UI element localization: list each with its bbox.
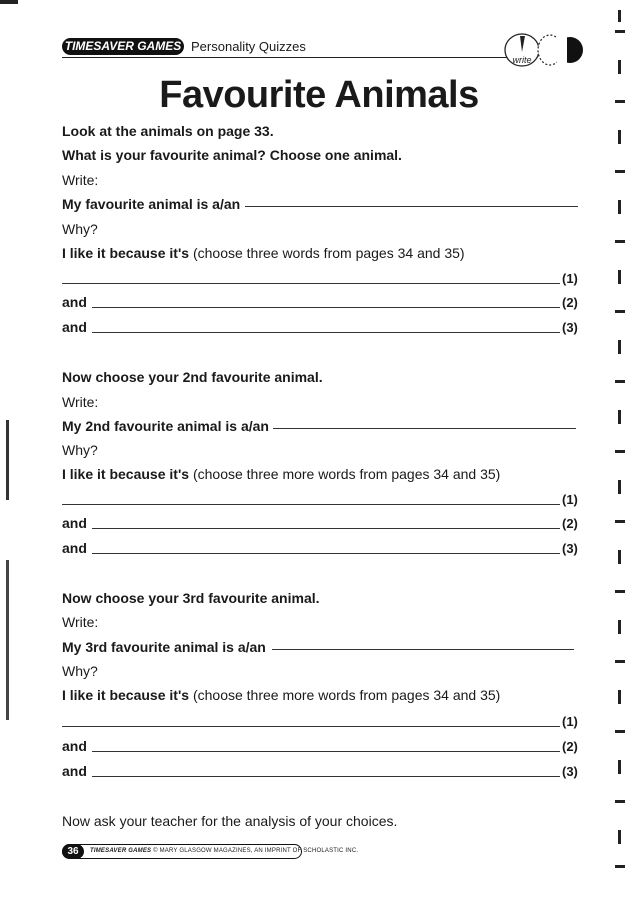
intro-line-1: Look at the animals on page 33. [62,123,274,139]
section-heading-2: Now choose your 2nd favourite animal. [62,369,323,385]
num-3-3: (3) [562,764,578,779]
right-margin-marks [612,0,638,895]
closing-instruction: Now ask your teacher for the analysis of your choices. [62,813,398,829]
like-rest-1: (choose three words from pages 34 and 35) [192,245,465,261]
and-1-a: and [62,294,87,310]
answer-line-1-2[interactable] [92,307,560,308]
why-label-2: Why? [62,442,98,458]
prompt-2: My 2nd favourite animal is a/an [62,418,269,434]
footer-text [90,846,358,857]
answer-line-2-3[interactable] [92,553,560,554]
num-2-3: (3) [562,541,578,556]
write-label-3: Write: [62,614,99,630]
like-bold-1: I like it because it's [62,245,190,261]
answer-line-animal-1[interactable] [245,206,578,207]
like-rest-2: (choose three more words from pages 34 and 35) [192,466,501,482]
and-2-a: and [62,515,87,531]
answer-line-3-3[interactable] [92,776,560,777]
activity-icons [500,30,586,70]
answer-line-1-3[interactable] [92,332,560,333]
page-number: 36 [62,844,84,859]
right-margin-bleed [612,0,638,895]
like-line-1 [62,244,465,262]
prompt-3: My 3rd favourite animal is a/an [62,639,266,655]
answer-line-3-2[interactable] [92,751,560,752]
like-bold-2: I like it because it's [62,466,190,482]
like-rest-3: (choose three more words from pages 34 and 35) [192,687,501,703]
header-rule [62,57,510,58]
section-heading-3: Now choose your 3rd favourite animal. [62,590,320,606]
like-line-3 [62,686,500,704]
page-title: Favourite Animals [159,74,479,116]
answer-line-2-2[interactable] [92,528,560,529]
and-3-b: and [62,763,87,779]
intro-line-2: What is your favourite animal? Choose one animal. [62,147,402,163]
prompt-1: My favourite animal is a/an [62,196,241,212]
footer-brand: TIMESAVER GAMES [90,848,152,854]
like-bold-3: I like it because it's [62,687,190,703]
left-margin-bleed [0,0,18,895]
header-subtitle: Personality Quizzes [191,39,306,54]
num-3-1: (1) [562,714,578,729]
footer-copyright: © MARY GLASGOW MAGAZINES, AN IMPRINT OF SCHOLASTIC INC. [153,848,359,854]
write-icon-label: write [512,55,532,65]
num-1-1: (1) [562,271,578,286]
answer-line-1-1[interactable] [62,283,560,284]
brand-badge: TIMESAVER GAMES [62,38,184,55]
write-label-1: Write: [62,172,99,188]
num-2-2: (2) [562,516,578,531]
write-label-2: Write: [62,394,99,410]
num-1-2: (2) [562,295,578,310]
why-label-1: Why? [62,221,98,237]
answer-line-animal-2[interactable] [273,428,576,429]
why-label-3: Why? [62,663,98,679]
answer-line-2-1[interactable] [62,504,560,505]
answer-line-3-1[interactable] [62,726,560,727]
num-2-1: (1) [562,492,578,507]
and-1-b: and [62,319,87,335]
answer-line-animal-3[interactable] [272,649,574,650]
and-3-a: and [62,738,87,754]
num-3-2: (2) [562,739,578,754]
and-2-b: and [62,540,87,556]
num-1-3: (3) [562,320,578,335]
like-line-2 [62,465,500,483]
